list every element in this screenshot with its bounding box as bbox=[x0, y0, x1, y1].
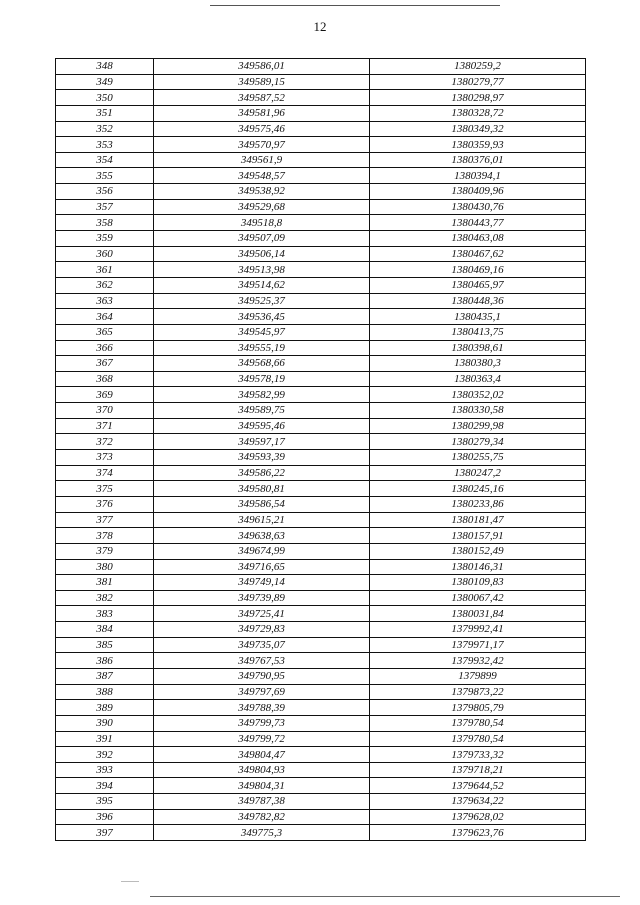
table-row bbox=[56, 121, 586, 137]
table-row bbox=[56, 762, 586, 778]
y-coordinate-cell: 1380363,4 bbox=[370, 371, 586, 387]
y-coordinate-cell: 1380349,32 bbox=[370, 121, 586, 137]
y-coordinate-cell: 1380380,3 bbox=[370, 356, 586, 372]
table-row bbox=[56, 794, 586, 810]
x-coordinate-cell: 349529,68 bbox=[154, 199, 370, 215]
x-coordinate-cell: 349575,46 bbox=[154, 121, 370, 137]
y-coordinate-cell: 1379733,32 bbox=[370, 747, 586, 763]
x-coordinate-cell: 349514,62 bbox=[154, 277, 370, 293]
y-coordinate-cell: 1380181,47 bbox=[370, 512, 586, 528]
y-coordinate-cell: 1379644,52 bbox=[370, 778, 586, 794]
point-number-cell: 355 bbox=[56, 168, 154, 184]
point-number-cell: 383 bbox=[56, 606, 154, 622]
table-row bbox=[56, 668, 586, 684]
x-coordinate-cell: 349788,39 bbox=[154, 700, 370, 716]
table-row bbox=[56, 700, 586, 716]
table-row bbox=[56, 59, 586, 75]
coordinates-table bbox=[55, 58, 586, 841]
point-number-cell: 381 bbox=[56, 575, 154, 591]
x-coordinate-cell: 349804,93 bbox=[154, 762, 370, 778]
x-coordinate-cell: 349518,8 bbox=[154, 215, 370, 231]
y-coordinate-cell: 1380328,72 bbox=[370, 105, 586, 121]
x-coordinate-cell: 349739,89 bbox=[154, 590, 370, 606]
y-coordinate-cell: 1379932,42 bbox=[370, 653, 586, 669]
x-coordinate-cell: 349797,69 bbox=[154, 684, 370, 700]
x-coordinate-cell: 349775,3 bbox=[154, 825, 370, 841]
table-row bbox=[56, 137, 586, 153]
table-row bbox=[56, 293, 586, 309]
point-number-cell: 369 bbox=[56, 387, 154, 403]
x-coordinate-cell: 349597,17 bbox=[154, 434, 370, 450]
y-coordinate-cell: 1380109,83 bbox=[370, 575, 586, 591]
y-coordinate-cell: 1380352,02 bbox=[370, 387, 586, 403]
y-coordinate-cell: 1379623,76 bbox=[370, 825, 586, 841]
y-coordinate-cell: 1380448,36 bbox=[370, 293, 586, 309]
point-number-cell: 359 bbox=[56, 231, 154, 247]
y-coordinate-cell: 1380152,49 bbox=[370, 543, 586, 559]
x-coordinate-cell: 349545,97 bbox=[154, 324, 370, 340]
y-coordinate-cell: 1380279,77 bbox=[370, 74, 586, 90]
x-coordinate-cell: 349555,19 bbox=[154, 340, 370, 356]
table-row bbox=[56, 496, 586, 512]
y-coordinate-cell: 1379634,22 bbox=[370, 794, 586, 810]
x-coordinate-cell: 349782,82 bbox=[154, 809, 370, 825]
y-coordinate-cell: 1380463,08 bbox=[370, 231, 586, 247]
point-number-cell: 368 bbox=[56, 371, 154, 387]
table-row bbox=[56, 637, 586, 653]
point-number-cell: 356 bbox=[56, 184, 154, 200]
y-coordinate-cell: 1380435,1 bbox=[370, 309, 586, 325]
y-coordinate-cell: 1380255,75 bbox=[370, 450, 586, 466]
y-coordinate-cell: 1379873,22 bbox=[370, 684, 586, 700]
point-number-cell: 360 bbox=[56, 246, 154, 262]
y-coordinate-cell: 1379780,54 bbox=[370, 731, 586, 747]
point-number-cell: 358 bbox=[56, 215, 154, 231]
table-row bbox=[56, 403, 586, 419]
point-number-cell: 391 bbox=[56, 731, 154, 747]
point-number-cell: 371 bbox=[56, 418, 154, 434]
y-coordinate-cell: 1380465,97 bbox=[370, 277, 586, 293]
y-coordinate-cell: 1380233,86 bbox=[370, 496, 586, 512]
y-coordinate-cell: 1380247,2 bbox=[370, 465, 586, 481]
table-row bbox=[56, 809, 586, 825]
point-number-cell: 372 bbox=[56, 434, 154, 450]
point-number-cell: 374 bbox=[56, 465, 154, 481]
point-number-cell: 370 bbox=[56, 403, 154, 419]
x-coordinate-cell: 349568,66 bbox=[154, 356, 370, 372]
x-coordinate-cell: 349548,57 bbox=[154, 168, 370, 184]
x-coordinate-cell: 349674,99 bbox=[154, 543, 370, 559]
table-row bbox=[56, 184, 586, 200]
point-number-cell: 366 bbox=[56, 340, 154, 356]
point-number-cell: 389 bbox=[56, 700, 154, 716]
table-row bbox=[56, 825, 586, 841]
x-coordinate-cell: 349790,95 bbox=[154, 668, 370, 684]
y-coordinate-cell: 1380469,16 bbox=[370, 262, 586, 278]
y-coordinate-cell: 1379628,02 bbox=[370, 809, 586, 825]
table-row bbox=[56, 277, 586, 293]
y-coordinate-cell: 1379899 bbox=[370, 668, 586, 684]
point-number-cell: 365 bbox=[56, 324, 154, 340]
table-row bbox=[56, 418, 586, 434]
x-coordinate-cell: 349749,14 bbox=[154, 575, 370, 591]
x-coordinate-cell: 349767,53 bbox=[154, 653, 370, 669]
y-coordinate-cell: 1380157,91 bbox=[370, 528, 586, 544]
x-coordinate-cell: 349615,21 bbox=[154, 512, 370, 528]
table-row bbox=[56, 450, 586, 466]
x-coordinate-cell: 349787,38 bbox=[154, 794, 370, 810]
point-number-cell: 387 bbox=[56, 668, 154, 684]
table-row bbox=[56, 465, 586, 481]
table-row bbox=[56, 590, 586, 606]
point-number-cell: 384 bbox=[56, 622, 154, 638]
point-number-cell: 390 bbox=[56, 715, 154, 731]
table-row bbox=[56, 90, 586, 106]
y-coordinate-cell: 1380398,61 bbox=[370, 340, 586, 356]
table-row bbox=[56, 481, 586, 497]
point-number-cell: 395 bbox=[56, 794, 154, 810]
x-coordinate-cell: 349570,97 bbox=[154, 137, 370, 153]
table-row bbox=[56, 246, 586, 262]
table-row bbox=[56, 559, 586, 575]
point-number-cell: 349 bbox=[56, 74, 154, 90]
point-number-cell: 380 bbox=[56, 559, 154, 575]
y-coordinate-cell: 1380299,98 bbox=[370, 418, 586, 434]
y-coordinate-cell: 1379971,17 bbox=[370, 637, 586, 653]
table-row bbox=[56, 543, 586, 559]
table-row bbox=[56, 778, 586, 794]
table-row bbox=[56, 387, 586, 403]
point-number-cell: 351 bbox=[56, 105, 154, 121]
x-coordinate-cell: 349507,09 bbox=[154, 231, 370, 247]
table-row bbox=[56, 731, 586, 747]
x-coordinate-cell: 349595,46 bbox=[154, 418, 370, 434]
x-coordinate-cell: 349538,92 bbox=[154, 184, 370, 200]
x-coordinate-cell: 349536,45 bbox=[154, 309, 370, 325]
table-row bbox=[56, 309, 586, 325]
point-number-cell: 353 bbox=[56, 137, 154, 153]
x-coordinate-cell: 349589,15 bbox=[154, 74, 370, 90]
table-row bbox=[56, 262, 586, 278]
x-coordinate-cell: 349804,47 bbox=[154, 747, 370, 763]
point-number-cell: 363 bbox=[56, 293, 154, 309]
y-coordinate-cell: 1380443,77 bbox=[370, 215, 586, 231]
x-coordinate-cell: 349525,37 bbox=[154, 293, 370, 309]
table-row bbox=[56, 653, 586, 669]
point-number-cell: 357 bbox=[56, 199, 154, 215]
table-row bbox=[56, 340, 586, 356]
point-number-cell: 364 bbox=[56, 309, 154, 325]
table-row bbox=[56, 434, 586, 450]
y-coordinate-cell: 1379992,41 bbox=[370, 622, 586, 638]
table-row bbox=[56, 622, 586, 638]
table-row bbox=[56, 371, 586, 387]
point-number-cell: 373 bbox=[56, 450, 154, 466]
y-coordinate-cell: 1380409,96 bbox=[370, 184, 586, 200]
x-coordinate-cell: 349804,31 bbox=[154, 778, 370, 794]
y-coordinate-cell: 1380376,01 bbox=[370, 152, 586, 168]
y-coordinate-cell: 1380067,42 bbox=[370, 590, 586, 606]
table-row bbox=[56, 105, 586, 121]
y-coordinate-cell: 1380298,97 bbox=[370, 90, 586, 106]
x-coordinate-cell: 349587,52 bbox=[154, 90, 370, 106]
x-coordinate-cell: 349506,14 bbox=[154, 246, 370, 262]
point-number-cell: 386 bbox=[56, 653, 154, 669]
y-coordinate-cell: 1380330,58 bbox=[370, 403, 586, 419]
y-coordinate-cell: 1379805,79 bbox=[370, 700, 586, 716]
point-number-cell: 378 bbox=[56, 528, 154, 544]
x-coordinate-cell: 349638,63 bbox=[154, 528, 370, 544]
x-coordinate-cell: 349716,65 bbox=[154, 559, 370, 575]
page-number: 12 bbox=[313, 19, 327, 34]
y-coordinate-cell: 1380359,93 bbox=[370, 137, 586, 153]
table-row bbox=[56, 356, 586, 372]
y-coordinate-cell: 1380279,34 bbox=[370, 434, 586, 450]
point-number-cell: 396 bbox=[56, 809, 154, 825]
point-number-cell: 375 bbox=[56, 481, 154, 497]
coordinates-table-body bbox=[56, 59, 586, 841]
table-row bbox=[56, 215, 586, 231]
point-number-cell: 354 bbox=[56, 152, 154, 168]
y-coordinate-cell: 1380146,31 bbox=[370, 559, 586, 575]
y-coordinate-cell: 1380394,1 bbox=[370, 168, 586, 184]
point-number-cell: 350 bbox=[56, 90, 154, 106]
x-coordinate-cell: 349725,41 bbox=[154, 606, 370, 622]
x-coordinate-cell: 349593,39 bbox=[154, 450, 370, 466]
point-number-cell: 377 bbox=[56, 512, 154, 528]
point-number-cell: 352 bbox=[56, 121, 154, 137]
x-coordinate-cell: 349799,73 bbox=[154, 715, 370, 731]
table-row bbox=[56, 152, 586, 168]
x-coordinate-cell: 349735,07 bbox=[154, 637, 370, 653]
x-coordinate-cell: 349586,22 bbox=[154, 465, 370, 481]
point-number-cell: 385 bbox=[56, 637, 154, 653]
table-row bbox=[56, 512, 586, 528]
x-coordinate-cell: 349582,99 bbox=[154, 387, 370, 403]
x-coordinate-cell: 349513,98 bbox=[154, 262, 370, 278]
y-coordinate-cell: 1380031,84 bbox=[370, 606, 586, 622]
scan-mark bbox=[121, 881, 139, 882]
point-number-cell: 348 bbox=[56, 59, 154, 75]
table-row bbox=[56, 528, 586, 544]
point-number-cell: 379 bbox=[56, 543, 154, 559]
table-row bbox=[56, 74, 586, 90]
x-coordinate-cell: 349561,9 bbox=[154, 152, 370, 168]
x-coordinate-cell: 349799,72 bbox=[154, 731, 370, 747]
point-number-cell: 388 bbox=[56, 684, 154, 700]
point-number-cell: 393 bbox=[56, 762, 154, 778]
top-scan-line bbox=[210, 5, 500, 6]
table-row bbox=[56, 715, 586, 731]
table-row bbox=[56, 231, 586, 247]
y-coordinate-cell: 1380430,76 bbox=[370, 199, 586, 215]
point-number-cell: 394 bbox=[56, 778, 154, 794]
table-row bbox=[56, 684, 586, 700]
table-row bbox=[56, 606, 586, 622]
table-row bbox=[56, 747, 586, 763]
point-number-cell: 376 bbox=[56, 496, 154, 512]
y-coordinate-cell: 1380245,16 bbox=[370, 481, 586, 497]
x-coordinate-cell: 349586,54 bbox=[154, 496, 370, 512]
x-coordinate-cell: 349589,75 bbox=[154, 403, 370, 419]
table-row bbox=[56, 575, 586, 591]
point-number-cell: 397 bbox=[56, 825, 154, 841]
y-coordinate-cell: 1380259,2 bbox=[370, 59, 586, 75]
x-coordinate-cell: 349586,01 bbox=[154, 59, 370, 75]
table-row bbox=[56, 324, 586, 340]
y-coordinate-cell: 1379780,54 bbox=[370, 715, 586, 731]
table-row bbox=[56, 168, 586, 184]
x-coordinate-cell: 349580,81 bbox=[154, 481, 370, 497]
x-coordinate-cell: 349581,96 bbox=[154, 105, 370, 121]
y-coordinate-cell: 1380413,75 bbox=[370, 324, 586, 340]
x-coordinate-cell: 349729,83 bbox=[154, 622, 370, 638]
point-number-cell: 392 bbox=[56, 747, 154, 763]
table-row bbox=[56, 199, 586, 215]
point-number-cell: 362 bbox=[56, 277, 154, 293]
y-coordinate-cell: 1379718,21 bbox=[370, 762, 586, 778]
point-number-cell: 361 bbox=[56, 262, 154, 278]
bottom-scan-line bbox=[150, 896, 620, 897]
point-number-cell: 367 bbox=[56, 356, 154, 372]
y-coordinate-cell: 1380467,62 bbox=[370, 246, 586, 262]
x-coordinate-cell: 349578,19 bbox=[154, 371, 370, 387]
point-number-cell: 382 bbox=[56, 590, 154, 606]
